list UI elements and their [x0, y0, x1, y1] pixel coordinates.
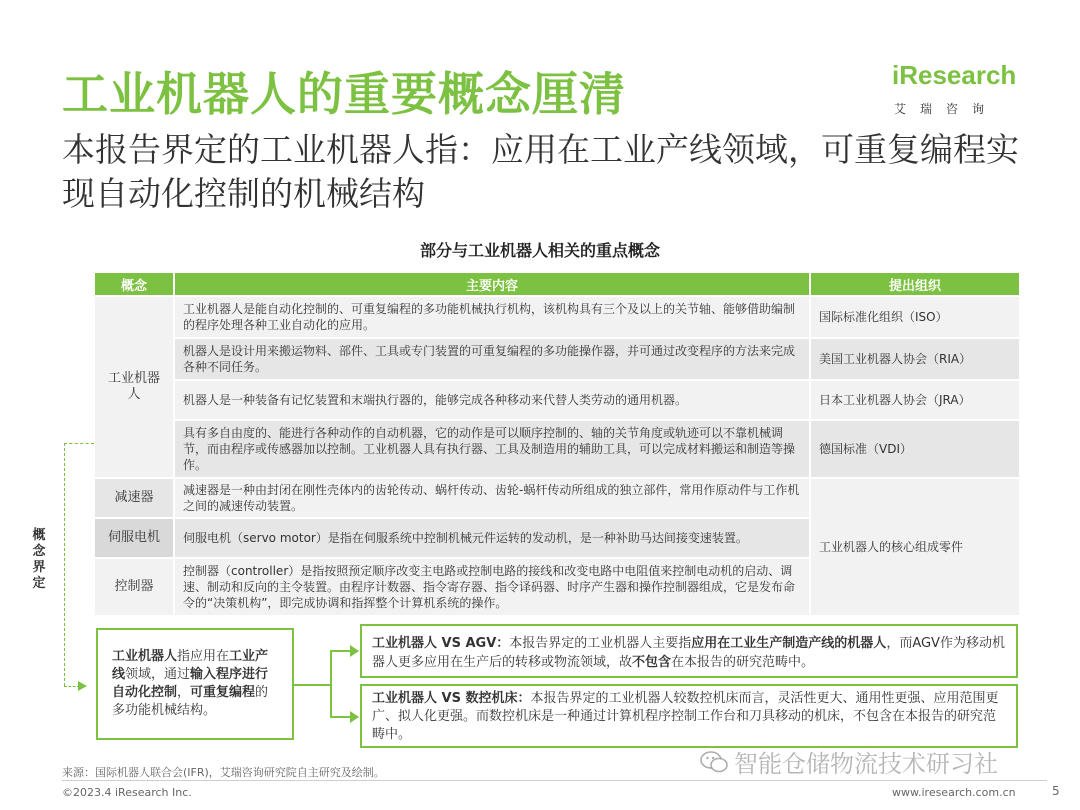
dashed-connector: [64, 443, 94, 444]
copyright: ©2023.4 iResearch Inc.: [62, 786, 192, 799]
controller-content: 控制器（controller）是指按照预定顺序改变主电路或控制电路的接线和改变电路中电阻值来控制电动机的启动、调速、制动和反向的主令装置。由程序计数器、指令寄存器、指令译码器、时序产生器和操作控制器组成，它是发布命令的“决策机构”，即完成协调和指挥整个计算机系统的操作。: [175, 559, 809, 615]
watermark-text: 智能仓储物流技术研习社: [734, 750, 998, 778]
compare-agv-part: ，而AGV作为移动机器人更多应用在生产后的转移或物流领域，故: [372, 636, 1005, 670]
page-title: 工业机器人的重要概念厘清: [62, 67, 626, 121]
definition-text: [112, 649, 268, 718]
connector-line: [294, 684, 330, 686]
page-subtitle: 本报告界定的工业机器人指：应用在工业产线领域，可重复编程实现自动化控制的机械结构: [62, 130, 1019, 213]
compare-agv-part: 工业机器人 VS AGV：: [372, 636, 510, 651]
dashed-connector: [64, 443, 65, 686]
arrow-right-icon: [78, 681, 87, 691]
robot-row-1-org: 国际标准化组织（ISO）: [811, 297, 1019, 337]
connector-line: [330, 716, 352, 718]
header-concept: 概念: [95, 273, 173, 295]
page-number: 5: [1052, 784, 1060, 798]
compare-agv-part: 应用在工业生产制造产线的机器人: [691, 636, 887, 651]
servo-motor-content: 伺服电机（servo motor）是指在伺服系统中控制机械元件运转的发动机，是一种补助马达间接变速装置。: [175, 519, 809, 557]
compare-cnc-part: 工业机器人 VS 数控机床：: [372, 691, 531, 706]
connector-line: [330, 650, 332, 718]
robot-row-4-content: 具有多自由度的、能进行各种动作的自动机器，它的动作是可以顺序控制的、轴的关节角度或轨迹可以不靠机械调节，而由程序或传感器加以控制。工业机器人具有执行器、工具及制造用的辅助工具，可以完成材料搬运和制造等操作。: [175, 421, 809, 477]
concept-reducer: 减速器: [95, 479, 173, 517]
source-note: 来源：国际机器人联合会(IFR)，艾瑞咨询研究院自主研究及绘制。: [62, 766, 385, 779]
definition-part: 可重复编程: [190, 685, 256, 700]
logo-wordmark: iResearch: [892, 60, 1017, 90]
table-title: 部分与工业机器人相关的重点概念: [419, 241, 660, 260]
compare-agv-box: [360, 624, 1018, 678]
compare-agv-part: 在本报告的研究范畴中。: [671, 655, 815, 670]
arrow-right-icon: [350, 711, 359, 723]
compare-cnc-part: 本报告界定的工业机器人较数控机床而言，灵活性更大、通用性更强、应用范围更广、拟人化更强。而数控机床是一种通过计算机程序控制工作台和刀具移动的机床，不包含在本报告的研究范畴中。: [372, 691, 999, 742]
definition-part: 领域，通过: [125, 667, 191, 682]
definition-box: [96, 628, 294, 740]
side-label: 概念界定: [32, 528, 46, 591]
component-org: 工业机器人的核心组成零件: [811, 479, 1019, 615]
definition-part: 工业产线: [112, 649, 269, 682]
definition-part: 的多功能机械结构。: [112, 685, 269, 718]
robot-row-1-content: 工业机器人是能自动化控制的、可重复编程的多功能机械执行机构，该机构具有三个及以上的关节轴、能够借助编制的程序处理各种工业自动化的应用。: [175, 297, 809, 337]
arrow-right-icon: [350, 645, 359, 657]
compare-agv-part: 本报告界定的工业机器人主要指: [509, 636, 692, 651]
footer-divider: [62, 780, 1047, 781]
reducer-content: 减速器是一种由封闭在刚性壳体内的齿轮传动、蜗杆传动、齿轮-蜗杆传动所组成的独立部件，常用作原动件与工作机之间的减速传动装置。: [175, 479, 809, 517]
website-link[interactable]: www.iresearch.com.cn: [892, 786, 1016, 799]
definition-part: ，: [177, 685, 191, 700]
robot-row-2-content: 机器人是设计用来搬运物料、部件、工具或专门装置的可重复编程的多功能操作器，并可通过改变程序的方法来完成各种不同任务。: [175, 339, 809, 379]
definition-part: 工业机器人: [112, 649, 178, 664]
definition-part: 指应用在: [177, 649, 230, 664]
header-content: 主要内容: [175, 273, 809, 295]
robot-row-3-content: 机器人是一种装备有记忆装置和末端执行器的，能够完成各种移动来代替人类劳动的通用机器。: [175, 381, 809, 419]
compare-cnc-text: [372, 691, 999, 742]
definition-part: 输入程序进行自动化控制: [112, 667, 269, 700]
robot-row-3-org: 日本工业机器人协会（JRA）: [811, 381, 1019, 419]
iresearch-logo: [892, 60, 1032, 126]
robot-row-2-org: 美国工业机器人协会（RIA）: [811, 339, 1019, 379]
compare-cnc-box: [360, 684, 1018, 748]
robot-row-4-org: 德国标准（VDI）: [811, 421, 1019, 477]
compare-agv-text: [372, 636, 1005, 670]
wechat-icon: [700, 751, 728, 773]
watermark: [700, 744, 998, 779]
concept-robot: 工业机器人: [95, 297, 173, 477]
compare-agv-part: 不包含: [632, 655, 672, 670]
concept-servo-motor: 伺服电机: [95, 519, 173, 557]
logo-chinese: 艾瑞咨询: [894, 102, 999, 116]
header-org: 提出组织: [811, 273, 1019, 295]
connector-line: [330, 650, 352, 652]
concept-controller: 控制器: [95, 559, 173, 615]
